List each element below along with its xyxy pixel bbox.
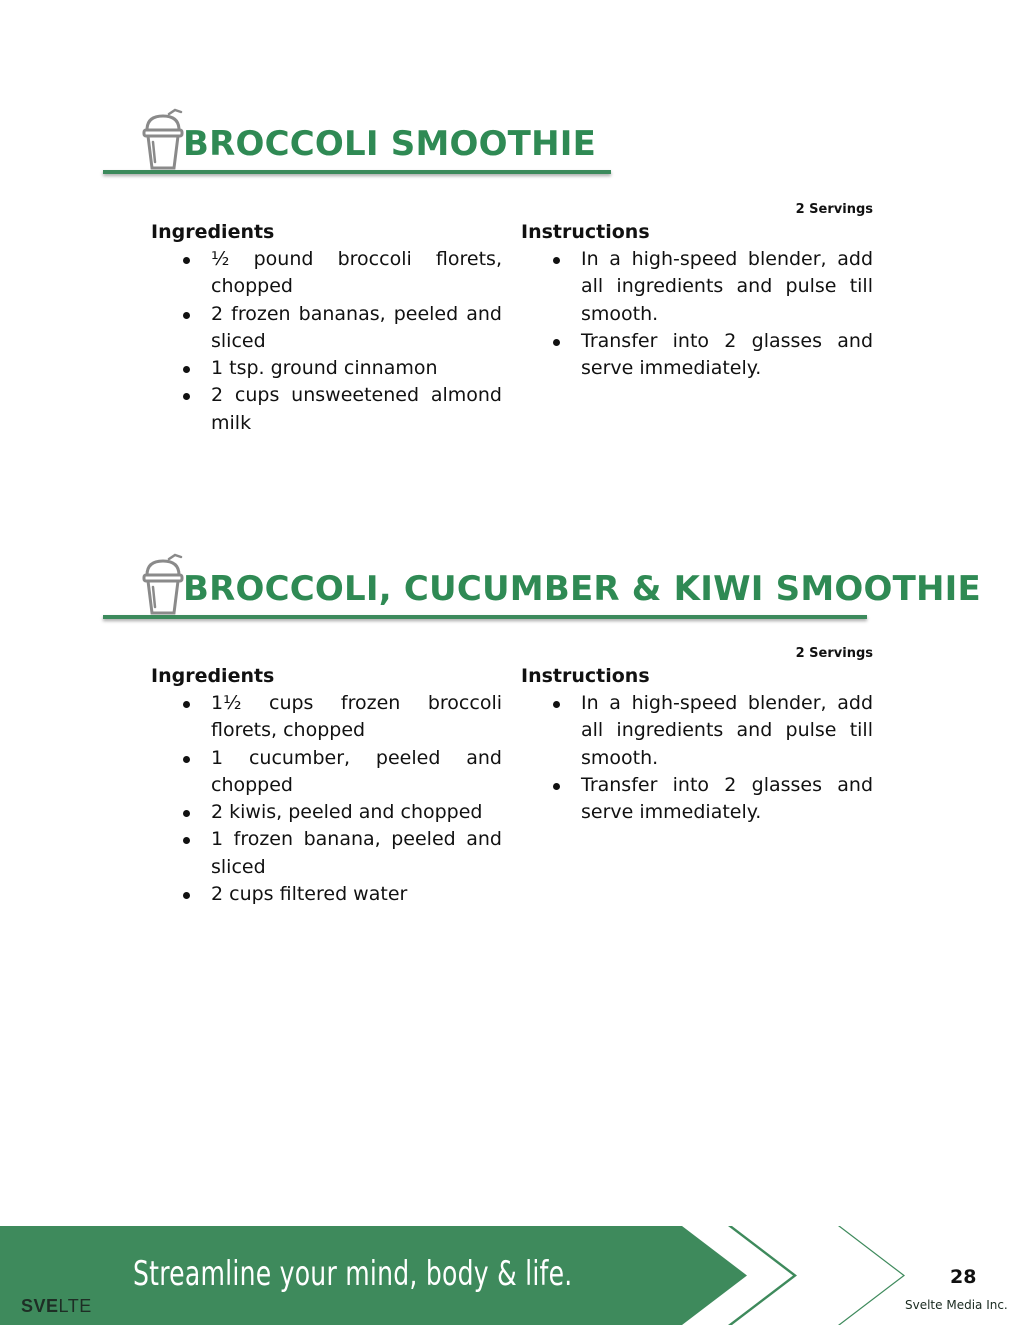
smoothie-cup-icon	[141, 553, 185, 615]
recipe-title-bar	[103, 553, 981, 633]
list-item: 2 cups unsweetened almond milk	[151, 382, 502, 437]
ingredients-heading: Ingredients	[151, 665, 275, 687]
instructions-list	[521, 246, 873, 382]
footer-tagline: Streamline your mind, body & life.	[133, 1254, 573, 1294]
page-number: 28	[950, 1266, 977, 1288]
ingredients-column	[151, 219, 502, 437]
list-item: 2 frozen bananas, peeled and sliced	[151, 301, 502, 356]
list-item: 2 kiwis, peeled and chopped	[151, 799, 502, 826]
svelte-logo	[21, 1296, 92, 1317]
list-item: In a high-speed blender, add all ingredients and pulse till smooth.	[521, 246, 873, 328]
logo-light-part: LTE	[58, 1296, 92, 1316]
list-item: ½ pound broccoli florets, chopped	[151, 246, 502, 301]
recipe-title-bar	[103, 108, 615, 188]
page-footer	[0, 1226, 1024, 1325]
servings-label: 2 Servings	[795, 646, 873, 661]
ingredients-list	[151, 246, 502, 437]
list-item: 1 tsp. ground cinnamon	[151, 355, 502, 382]
instructions-column	[521, 663, 873, 826]
list-item: 1½ cups frozen broccoli florets, chopped	[151, 690, 502, 745]
title-underline	[103, 615, 867, 619]
logo-bold-part: SVE	[21, 1296, 59, 1316]
list-item: 1 cucumber, peeled and chopped	[151, 745, 502, 800]
list-item: 1 frozen banana, peeled and sliced	[151, 826, 502, 881]
list-item: Transfer into 2 glasses and serve immediately.	[521, 328, 873, 383]
servings-label: 2 Servings	[795, 202, 873, 217]
ingredients-list	[151, 690, 502, 908]
recipe-title: BROCCOLI, CUCUMBER & KIWI SMOOTHIE	[183, 569, 981, 609]
list-item: Transfer into 2 glasses and serve immediately.	[521, 772, 873, 827]
instructions-heading: Instructions	[521, 665, 650, 687]
list-item: 2 cups filtered water	[151, 881, 502, 908]
recipe-title: BROCCOLI SMOOTHIE	[183, 124, 597, 164]
list-item: In a high-speed blender, add all ingredients and pulse till smooth.	[521, 690, 873, 772]
ingredients-column	[151, 663, 502, 908]
ingredients-heading: Ingredients	[151, 221, 275, 243]
instructions-list	[521, 690, 873, 826]
company-name: Svelte Media Inc.	[905, 1298, 1008, 1312]
smoothie-cup-icon	[141, 108, 185, 170]
instructions-heading: Instructions	[521, 221, 650, 243]
instructions-column	[521, 219, 873, 382]
title-underline	[103, 170, 611, 174]
